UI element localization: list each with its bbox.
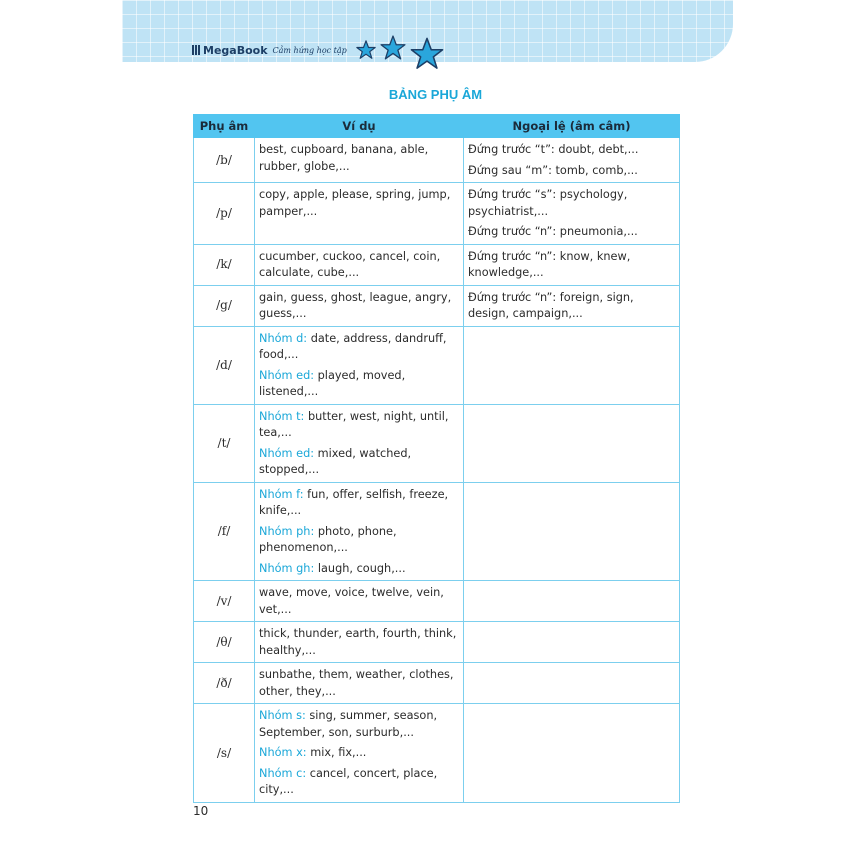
table-row xyxy=(194,704,680,803)
example-line xyxy=(259,524,459,557)
example-line xyxy=(259,745,459,762)
group-label: Nhóm c: xyxy=(259,766,307,780)
table-row xyxy=(194,581,680,622)
table-header-row xyxy=(194,115,680,138)
example-words: played, moved, listened,... xyxy=(259,368,406,398)
examples-cell xyxy=(255,622,464,663)
exception-line: Đứng trước “n”: pneumonia,... xyxy=(468,225,638,238)
consonant-symbol: /k/ xyxy=(194,244,255,285)
brand xyxy=(192,40,347,60)
exception-line: Đứng trước “s”: psychology, psychiatrist,... xyxy=(468,188,628,218)
group-label: Nhóm x: xyxy=(259,746,307,759)
star-icon xyxy=(380,35,406,61)
consonant-symbol: /f/ xyxy=(194,482,255,581)
example-words: gain, guess, ghost, league, angry, guess,... xyxy=(259,290,452,320)
table-row xyxy=(194,663,680,704)
example-words: cucumber, cuckoo, cancel, coin, calculate, cube,... xyxy=(259,249,441,279)
example-words: best, cupboard, banana, able, rubber, globe,... xyxy=(259,143,429,173)
consonant-symbol: /p/ xyxy=(194,183,255,245)
exceptions-cell xyxy=(464,326,680,404)
example-line xyxy=(259,446,459,479)
example-line xyxy=(259,368,459,401)
consonant-symbol: /v/ xyxy=(194,581,255,622)
group-label: Nhóm ed: xyxy=(259,446,315,460)
star-icon xyxy=(356,40,376,60)
table-row xyxy=(194,326,680,404)
example-line xyxy=(259,766,459,799)
example-line xyxy=(259,585,459,618)
exception-line: Đứng trước “n”: know, knew, knowledge,... xyxy=(468,249,631,279)
exceptions-cell xyxy=(464,581,680,622)
example-words: photo, phone, phenomenon,... xyxy=(259,524,397,554)
exceptions-cell xyxy=(464,244,680,285)
examples-cell xyxy=(255,244,464,285)
group-label: Nhóm t: xyxy=(259,409,305,423)
page-number: 10 xyxy=(193,804,209,818)
example-line xyxy=(259,290,459,323)
table-row xyxy=(194,183,680,245)
example-words: copy, apple, please, spring, jump, pamper,... xyxy=(259,188,451,218)
consonant-symbol: /b/ xyxy=(194,138,255,183)
exceptions-cell xyxy=(464,663,680,704)
table-row xyxy=(194,244,680,285)
examples-cell xyxy=(255,138,464,183)
group-label: Nhóm d: xyxy=(259,331,308,345)
exceptions-cell xyxy=(464,183,680,245)
exception-line: Đứng sau “m”: tomb, comb,... xyxy=(468,163,638,177)
column-header-exceptions: Ngoại lệ (âm câm) xyxy=(464,115,680,138)
example-words: sing, summer, season, September, son, surburb,... xyxy=(259,709,438,739)
consonant-symbol: /g/ xyxy=(194,285,255,326)
consonant-symbol: /ð/ xyxy=(194,663,255,704)
example-words: thick, thunder, earth, fourth, think, healthy,... xyxy=(259,627,457,657)
exception-line: Đứng trước “n”: foreign, sign, design, campaign,... xyxy=(468,290,634,320)
example-words: wave, move, voice, twelve, vein, vet,... xyxy=(259,586,444,616)
star-icon xyxy=(410,37,444,71)
example-line xyxy=(259,187,459,220)
column-header-consonant: Phụ âm xyxy=(194,115,255,138)
examples-cell xyxy=(255,482,464,581)
example-line xyxy=(259,249,459,282)
exceptions-cell xyxy=(464,482,680,581)
example-line xyxy=(259,667,459,700)
brand-logo-icon xyxy=(192,45,200,55)
consonant-symbol: /s/ xyxy=(194,704,255,803)
examples-cell xyxy=(255,581,464,622)
example-words: mix, fix,... xyxy=(310,746,367,759)
examples-cell xyxy=(255,404,464,482)
example-words: fun, offer, selfish, freeze, knife,... xyxy=(259,487,449,517)
example-line xyxy=(259,409,459,442)
example-line xyxy=(259,708,459,741)
exception-line: Đứng trước “t”: doubt, debt,... xyxy=(468,143,639,156)
group-label: Nhóm gh: xyxy=(259,561,315,575)
examples-cell xyxy=(255,183,464,245)
brand-slogan: Cảm hứng học tập xyxy=(272,45,347,55)
examples-cell xyxy=(255,326,464,404)
example-words: cancel, concert, place, city,... xyxy=(259,766,438,796)
example-words: laugh, cough,... xyxy=(317,561,406,575)
example-words: date, address, dandruff, food,... xyxy=(259,331,447,361)
examples-cell xyxy=(255,285,464,326)
consonant-symbol: /θ/ xyxy=(194,622,255,663)
examples-cell xyxy=(255,663,464,704)
exceptions-cell xyxy=(464,404,680,482)
table-row xyxy=(194,404,680,482)
example-words: sunbathe, them, weather, clothes, other, they,... xyxy=(259,668,454,698)
examples-cell xyxy=(255,704,464,803)
example-words: mixed, watched, stopped,... xyxy=(259,446,412,476)
group-label: Nhóm s: xyxy=(259,709,306,722)
group-label: Nhóm f: xyxy=(259,487,304,501)
consonant-symbol: /t/ xyxy=(194,404,255,482)
exceptions-cell xyxy=(464,704,680,803)
table-row xyxy=(194,138,680,183)
page-title: BẢNG PHỤ ÂM xyxy=(388,87,483,102)
example-line xyxy=(259,142,459,175)
example-line xyxy=(259,487,459,520)
group-label: Nhóm ed: xyxy=(259,368,315,382)
table-row xyxy=(194,622,680,663)
example-line xyxy=(259,561,459,578)
exceptions-cell xyxy=(464,138,680,183)
exceptions-cell xyxy=(464,285,680,326)
column-header-examples: Ví dụ xyxy=(255,115,464,138)
consonant-table xyxy=(193,114,680,803)
table-row xyxy=(194,285,680,326)
table-row xyxy=(194,482,680,581)
consonant-symbol: /d/ xyxy=(194,326,255,404)
brand-name: MegaBook xyxy=(203,43,268,57)
example-line xyxy=(259,626,459,659)
example-words: butter, west, night, until, tea,... xyxy=(259,409,449,439)
example-line xyxy=(259,331,459,364)
exceptions-cell xyxy=(464,622,680,663)
group-label: Nhóm ph: xyxy=(259,524,315,538)
